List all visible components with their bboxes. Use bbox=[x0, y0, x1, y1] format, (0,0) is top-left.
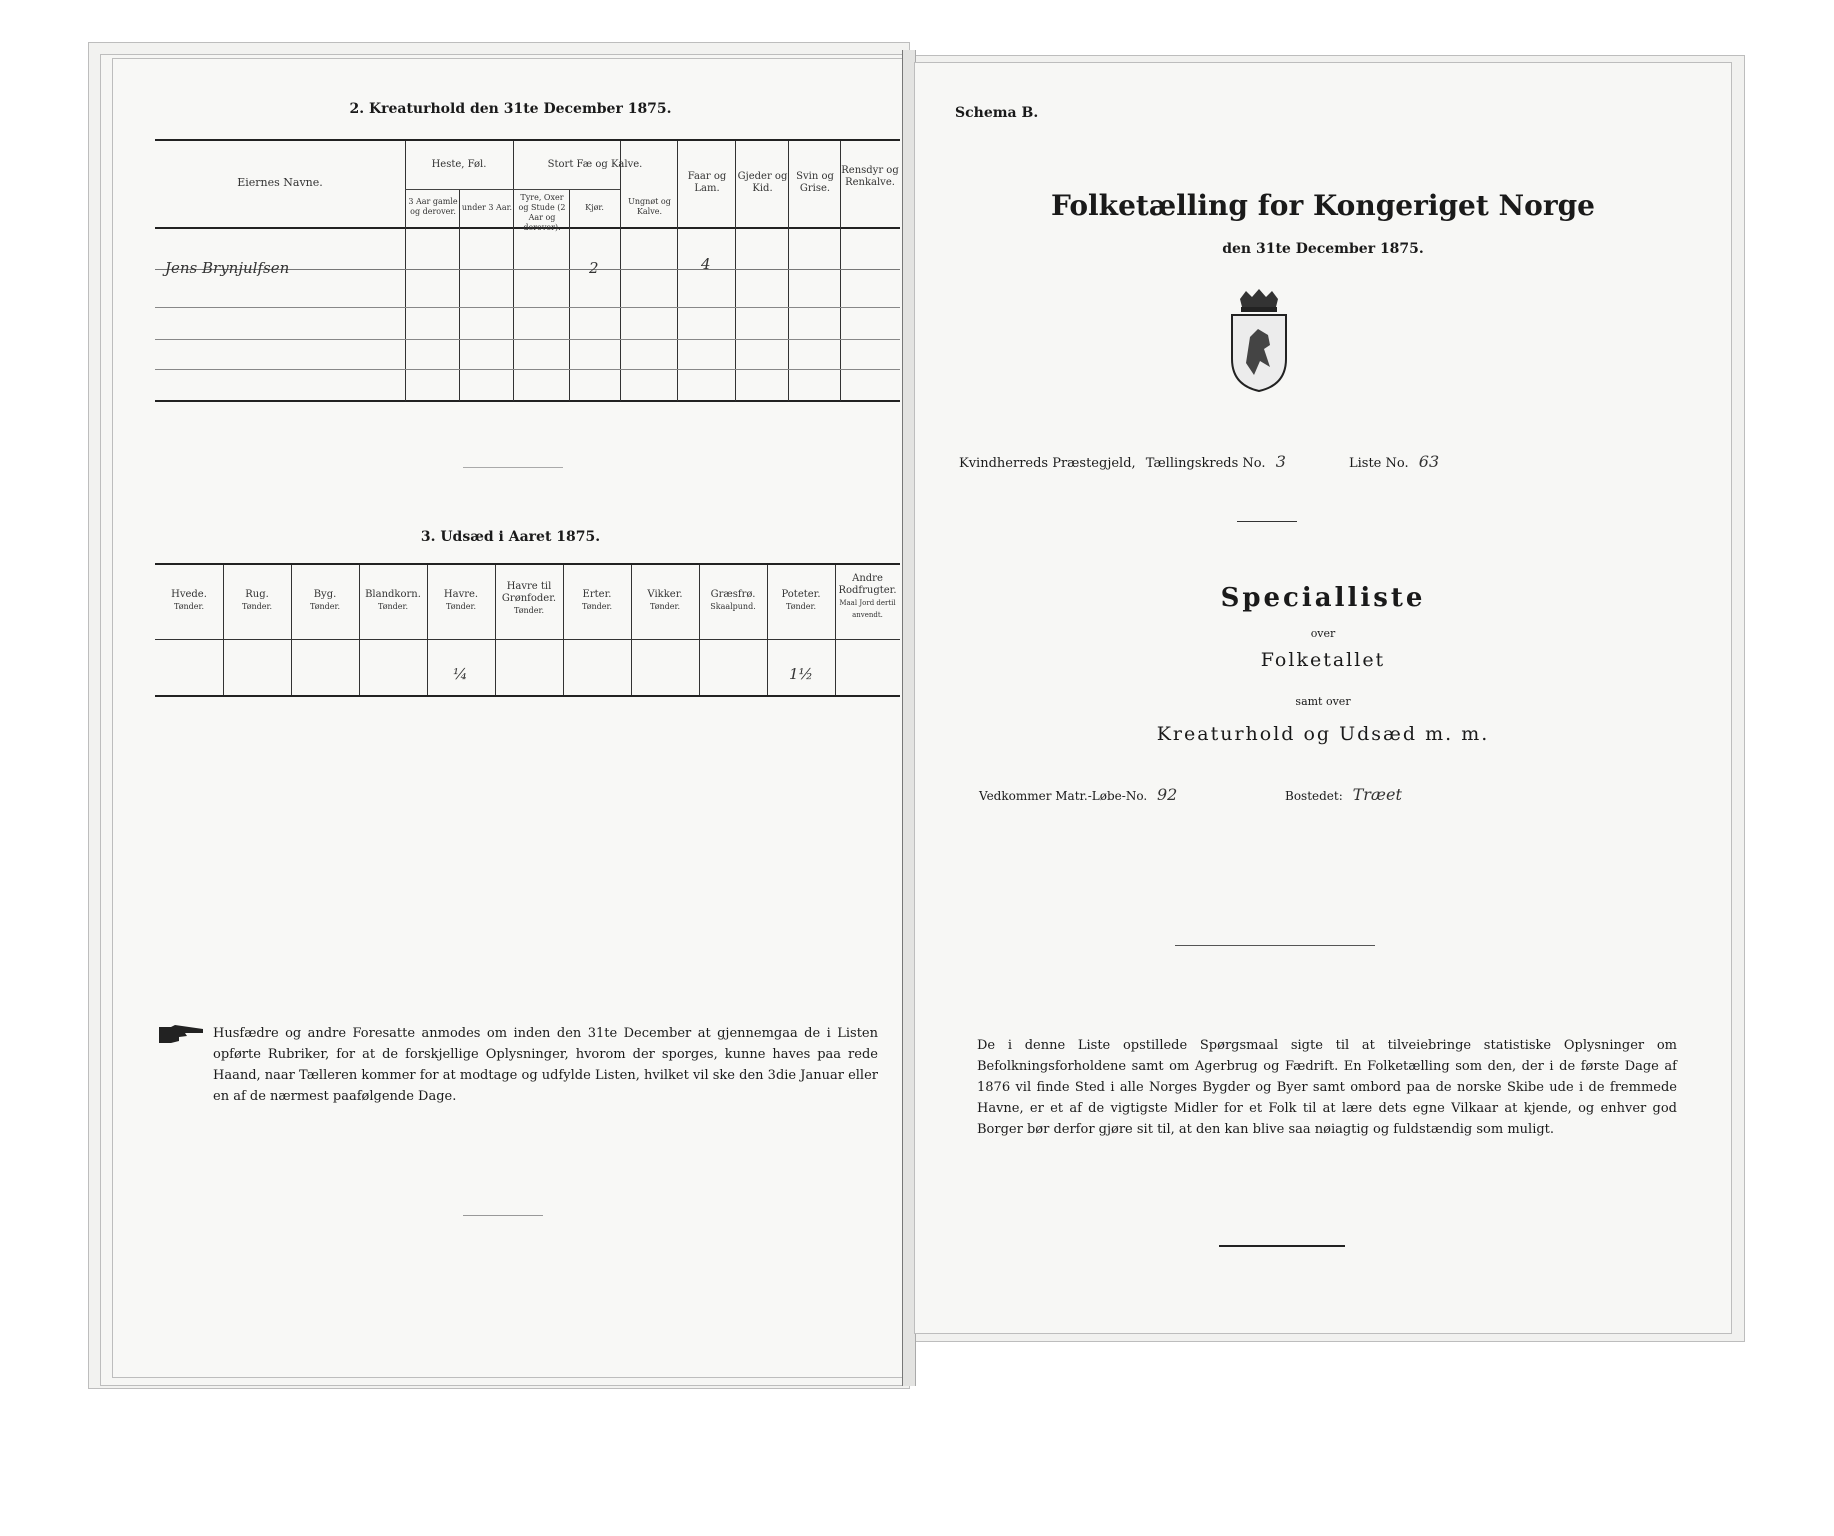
census-title: Folketælling for Kongeriget Norge bbox=[1051, 189, 1595, 222]
left-page bbox=[112, 58, 909, 1378]
matr-line bbox=[979, 785, 1177, 804]
havre-value-entry: ¼ bbox=[453, 665, 468, 683]
udsaed-col-3: Blandkorn. Tønder. bbox=[365, 589, 421, 611]
udsaed-col-2: Byg. Tønder. bbox=[309, 589, 341, 611]
divider-3 bbox=[1219, 1245, 1345, 1247]
poteter-value-entry: 1½ bbox=[789, 665, 814, 683]
udsaed-col-6: Erter. Tønder. bbox=[581, 589, 613, 611]
notice-text: Husfædre og andre Foresatte anmodes om inden den 31te December at gjennemgaa de i Listen opførte Rubriker, for at de forskjellige Oplysninger, hvorom der sporges, kunne haves paa rede Haand, naar Tælleren kommer for at modtage og udfylde Listen, hvilket vil ske den 3die Januar eller en af de nærmest paafølgende Dage. bbox=[213, 1026, 878, 1104]
col-stort-a: Tyre, Oxer og Stude (2 Aar og derover). bbox=[518, 193, 566, 232]
col-gjeder-header: Gjeder og Kid. bbox=[737, 171, 788, 194]
faar-count-entry: 4 bbox=[701, 255, 711, 273]
divider-1 bbox=[1237, 521, 1297, 522]
divider-2 bbox=[1175, 945, 1375, 946]
samt-over: samt over bbox=[1295, 695, 1351, 708]
col-stort-c: Ungnøt og Kalve. bbox=[628, 197, 671, 216]
col-rensdyr-header: Rensdyr og Renkalve. bbox=[841, 165, 899, 188]
liste-line bbox=[1349, 452, 1439, 471]
schema-label: Schema B. bbox=[955, 105, 1039, 121]
udsaed-col-9: Poteter. Tønder. bbox=[781, 589, 821, 611]
divider-dash bbox=[463, 467, 563, 468]
parish-line bbox=[959, 452, 1286, 471]
kjor-count-entry: 2 bbox=[589, 259, 599, 277]
folketallet-label: Folketallet bbox=[1260, 649, 1386, 671]
udsaed-col-4: Havre. Tønder. bbox=[443, 589, 479, 611]
coat-of-arms-icon bbox=[1226, 289, 1292, 397]
matr-label: Vedkommer Matr.-Løbe-No. bbox=[979, 789, 1148, 803]
table2-bottom-rule bbox=[155, 695, 900, 697]
specialliste-title: Specialliste bbox=[1220, 583, 1426, 613]
col-heste-header: Heste, Føl. bbox=[431, 159, 487, 170]
kreds-label: Tællingskreds No. bbox=[1145, 456, 1266, 471]
bosted-line bbox=[1285, 785, 1402, 804]
parish-label: Kvindherreds Præstegjeld, bbox=[959, 456, 1136, 471]
kreds-value: 3 bbox=[1275, 452, 1286, 471]
owner-name-entry: Jens Brynjulfsen bbox=[165, 259, 290, 277]
col-stort-header: Stort Fæ og Kalve. bbox=[547, 159, 643, 170]
bottom-dash bbox=[463, 1215, 543, 1216]
col-heste-a: 3 Aar gamle og derover. bbox=[408, 197, 458, 216]
udsaed-col-1: Rug. Tønder. bbox=[241, 589, 273, 611]
matr-value: 92 bbox=[1157, 785, 1178, 804]
udsaed-col-5: Havre til Grønfoder. Tønder. bbox=[501, 581, 557, 615]
census-date: den 31te December 1875. bbox=[1222, 241, 1424, 257]
col-svin-header: Svin og Grise. bbox=[796, 171, 834, 194]
col-stort-b: Kjør. bbox=[585, 203, 604, 212]
section3-title: 3. Udsæd i Aaret 1875. bbox=[420, 529, 601, 545]
pointing-hand-icon bbox=[157, 1023, 207, 1049]
table2-top-rule bbox=[155, 563, 900, 565]
intro-paragraph: De i denne Liste opstillede Spørgsmaal sigte til at tilveiebringe statistiske Oplysninger om Befolkningsforholdene samt om Agerbrug og Fædrift. En Folketælling som den, der i de første Dage af 1876 vil finde Sted i alle Norges Bygder og Byer samt ombord paa de norske Skibe ude i de fremmede Havne, er et af de vigtigste Midler for et Folk til at lære dets egne Vilkaar at kjende, og enhver god Borger bør derfor gjøre sit til, at den kan blive saa nøiagtig og fuldstændig som muligt. bbox=[977, 1038, 1677, 1137]
udsaed-col-7: Vikker. Tønder. bbox=[647, 589, 683, 611]
udsaed-col-0: Hvede. Tønder. bbox=[171, 589, 207, 611]
liste-value: 63 bbox=[1418, 452, 1440, 471]
col-heste-b: under 3 Aar. bbox=[461, 203, 513, 212]
right-page bbox=[914, 62, 1732, 1334]
udsaed-col-8: Græsfrø. Skaalpund. bbox=[710, 589, 756, 611]
bosted-value: Træet bbox=[1352, 785, 1402, 804]
col-faar-header: Faar og Lam. bbox=[687, 171, 727, 194]
bosted-label: Bostedet: bbox=[1285, 789, 1343, 803]
kreaturhold-label: Kreaturhold og Udsæd m. m. bbox=[1156, 723, 1490, 745]
udsaed-col-10: Andre Rodfrugter. Maal Jord dertil anvendt. bbox=[838, 573, 897, 619]
liste-label: Liste No. bbox=[1349, 456, 1409, 471]
section2-title: 2. Kreaturhold den 31te December 1875. bbox=[349, 101, 672, 117]
col-owner-header: Eiernes Navne. bbox=[237, 176, 323, 189]
over-1: over bbox=[1310, 627, 1336, 640]
